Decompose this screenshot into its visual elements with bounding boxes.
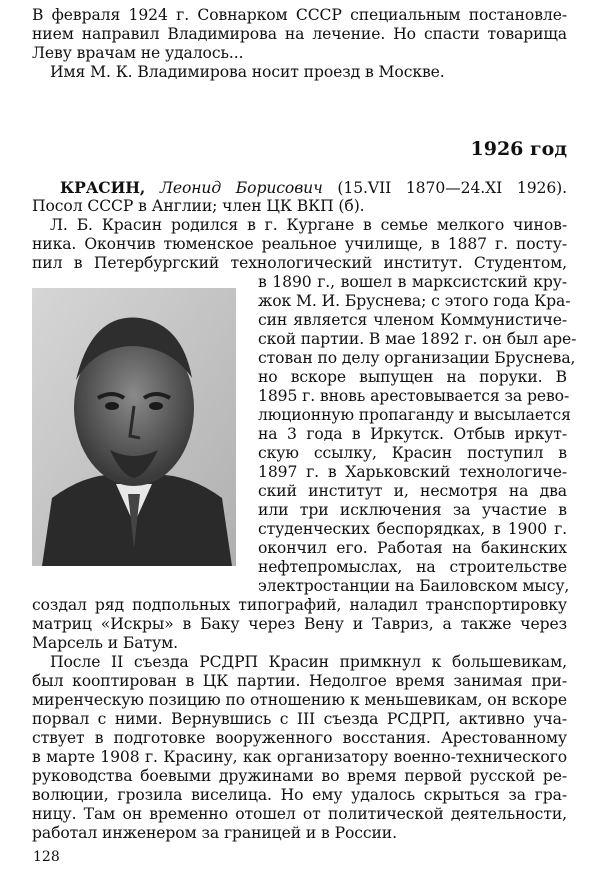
body-line: создал ряд подпольных типографий, наладил транспортировку xyxy=(32,596,567,614)
body-line: ствует в подготовке вооруженного восстания. Арестованному xyxy=(32,729,567,747)
body-line: жок М. И. Бруснева; с этого года Кра- xyxy=(258,292,571,310)
body-line: руководства боевыми дружинами во время первой русской ре- xyxy=(32,767,567,785)
body-line: ника. Окончив тюменское реальное училище, в 1887 г. посту- xyxy=(32,235,567,253)
body-line: на 3 года в Иркутск. Отбыв иркут- xyxy=(258,425,567,443)
body-line: в 1890 г., вошел в марксистский кру- xyxy=(258,273,567,291)
portrait-photo xyxy=(32,288,236,566)
body-line: стован по делу организации Бруснева, xyxy=(258,349,576,367)
body-line: После II съезда РСДРП Красин примкнул к большевикам, xyxy=(50,653,567,671)
intro-line: Имя М. К. Владимирова носит проезд в Москве. xyxy=(50,63,445,81)
body-line: Л. Б. Красин родился в г. Кургане в семье мелкого чинов- xyxy=(50,216,567,234)
body-line: ницу. Там он временно отошел от политической деятельности, xyxy=(32,805,567,823)
body-line: ский институт и, несмотря на два xyxy=(258,482,567,500)
entry-patronymic: Леонид Борисович xyxy=(159,179,323,197)
body-line: 1895 г. вновь арестовывается за рево- xyxy=(258,387,570,405)
body-line: порвал с ними. Вернувшись с III съезда РСДРП, активно уча- xyxy=(32,710,567,728)
body-line: или три исключения за участие в xyxy=(258,501,567,519)
body-line: электростанции на Баиловском мысу, xyxy=(258,577,570,595)
body-line: волюции, грозила виселица. Но ему удалось скрыться за гра- xyxy=(32,786,567,804)
page-number: 128 xyxy=(33,849,60,865)
body-line: люционную пропаганду и высылается xyxy=(258,406,571,424)
intro-line: В февраля 1924 г. Совнарком СССР специальным постановле- xyxy=(32,6,567,24)
body-line: Марсель и Батум. xyxy=(32,634,178,652)
entry-name: КРАСИН, xyxy=(60,178,146,197)
body-line: нефтепромыслах, на строительстве xyxy=(258,558,567,576)
body-line: 1897 г. в Харьковский технологиче- xyxy=(258,463,567,481)
body-line: матриц «Искры» в Баку через Вену и Тавриз, а также через xyxy=(32,615,567,633)
body-line: скую ссылку, Красин поступил в xyxy=(258,444,567,462)
body-line: пил в Петербургский технологический институт. Студентом, xyxy=(32,254,567,272)
body-line: окончил его. Работая на бакинских xyxy=(258,539,567,557)
body-line: работал инженером за границей и в России. xyxy=(32,824,397,842)
entry-role: Посол СССР в Англии; член ЦК ВКП (б). xyxy=(32,197,365,215)
body-line: студенческих беспорядках, в 1900 г. xyxy=(258,520,567,538)
entry-dates: (15.VII 1870—24.XI 1926). xyxy=(337,179,568,197)
portrait-image xyxy=(32,288,236,566)
body-line: син является членом Коммунистиче- xyxy=(258,311,567,329)
intro-line: нием направил Владимирова на лечение. Но спасти товарища xyxy=(32,25,567,43)
body-line: был кооптирован в ЦК партии. Недолгое время занимая при- xyxy=(32,672,567,690)
body-line: но вскоре выпущен на поруки. В xyxy=(258,368,567,386)
entry-header xyxy=(60,178,567,198)
intro-line: Леву врачам не удалось... xyxy=(32,44,244,62)
body-line: миренческую позицию по отношению к меньшевикам, он вскоре xyxy=(32,691,567,709)
year-heading: 1926 год xyxy=(470,138,567,160)
body-line: в марте 1908 г. Красину, как организатору военно-технического xyxy=(32,748,567,766)
body-line: ской партии. В мае 1892 г. он был аре- xyxy=(258,330,577,348)
